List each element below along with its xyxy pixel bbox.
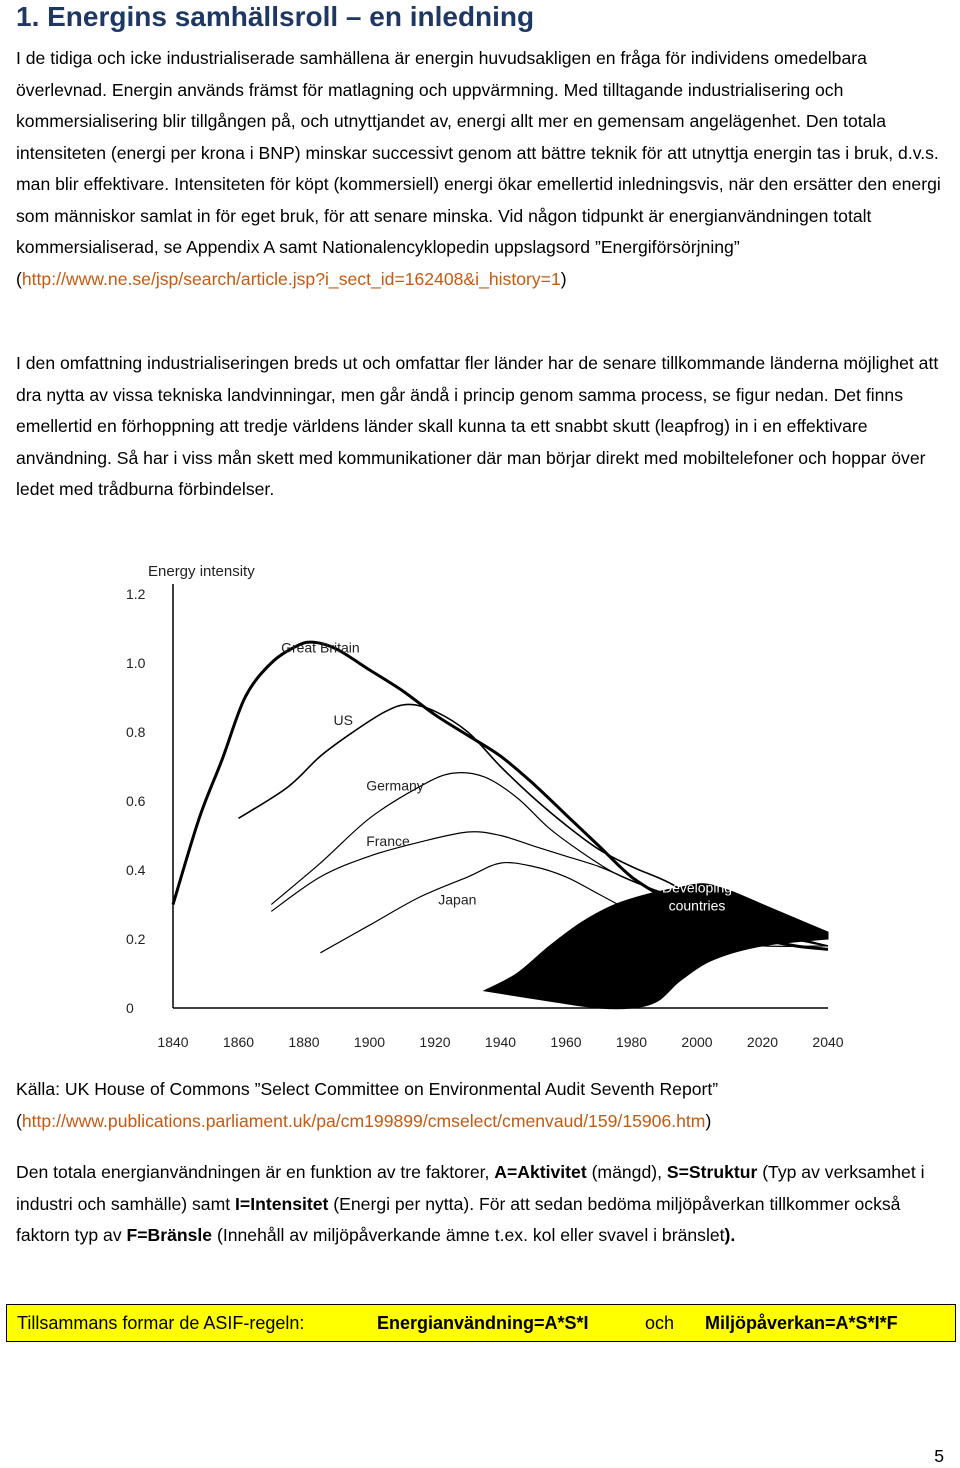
chart-svg <box>118 556 848 1056</box>
x-tick-label: 1860 <box>222 1034 255 1050</box>
x-tick-label: 1940 <box>484 1034 517 1050</box>
intro-paragraph <box>16 43 946 295</box>
factor-i: I=Intensitet <box>235 1193 329 1214</box>
factor-s: S=Struktur <box>666 1162 758 1182</box>
rule-environment: Miljöpåverkan=A*S*I*F <box>705 1313 898 1333</box>
series-label-developing-countries: countries <box>668 897 726 914</box>
series-label-germany: Germany <box>366 777 424 794</box>
page-number: 5 <box>934 1446 944 1466</box>
series-label-japan: Japan <box>438 891 477 908</box>
x-tick-label: 1920 <box>419 1034 451 1050</box>
industrialization-paragraph: I den omfattning industrialiseringen breds ut och omfattar fler länder har de senare tillkommande länderna möjlighet att dra nytta av vissa tekniska landvinningar, men går ändå i princip genom samma process, se figur nedan. Det finns emellertid en förhoppning att tredje världens länder skall kunna ta ett snabbt skutt (leapfrog) in i en effektivare användning. Så har i viss mån skett med kommunikationer där man börjar direkt med mobiltelefoner och hoppar över ledet med trådburna förbindelser. <box>16 353 939 499</box>
x-tick-label: 1900 <box>353 1034 386 1050</box>
y-tick-label: 0.4 <box>126 862 146 878</box>
x-tick-label: 1840 <box>157 1034 189 1050</box>
source-prefix: Källa: UK House of Commons ”Select Committee on Environmental Audit Seventh Report” ( <box>16 1079 719 1131</box>
source-citation <box>16 1074 946 1137</box>
rule-energy: Energianvändning=A*S*I <box>377 1313 589 1333</box>
asif-text-1: Den totala energianvändningen är en funktion av tre faktorer, <box>16 1162 495 1182</box>
x-tick-label: 2040 <box>812 1034 844 1050</box>
ne-link[interactable]: http://www.ne.se/jsp/search/article.jsp?i_sect_id=162408&i_history=1 <box>21 268 561 289</box>
factor-f: F=Bränsle <box>126 1225 213 1245</box>
intro-text-3: ) <box>560 268 567 289</box>
rule-intro: Tillsammans formar de ASIF-regeln: <box>17 1313 305 1333</box>
asif-text-end: ). <box>724 1225 736 1245</box>
y-tick-label: 1.0 <box>126 655 146 671</box>
series-label-france: France <box>366 832 410 849</box>
asif-text-5: (Innehåll av miljöpåverkande ämne t.ex. kol eller svavel i bränslet <box>212 1225 725 1245</box>
energy-intensity-chart <box>118 556 848 1056</box>
series-label-developing-countries: Developing <box>661 879 733 896</box>
asif-text-4: (Energi per nytta). För att sedan bedöma miljöpåverkan tillkommer också faktorn typ av <box>16 1193 901 1245</box>
asif-rule-box <box>6 1304 956 1342</box>
intro-text-2: Den totala intensiteten (energi per krona i BNP) minskar successivt genom att bättre teknik för att utnyttja energin tas i bruk, d.v.s. man blir effektivare. Intensiteten för köpt (kommersiell) energi ökar emellertid inledningsvis, när den ersätter den energi som människor samlat in för eget bruk, för att senare minska. Vid någon tidpunkt är energianvändningen totalt kommersialiserad, se Appendix A samt Nationalencyklopedin uppslagsord ”Energiförsörjning” ( <box>16 111 941 289</box>
intro-text-1: I de tidiga och icke industrialiserade samhällena är energin huvudsakligen en fråga för individens omedelbara överlevnad. Energin används främst för matlagning och uppvärmning. Med tilltagande industrialisering och kommersialisering blir tillgången på, och utnyttjandet av, energi allt mer en gemensam angelägenhet. <box>16 48 867 131</box>
factor-a: A=Aktivitet <box>494 1162 587 1182</box>
asif-text-2: (mängd), <box>586 1162 667 1182</box>
x-tick-label: 1980 <box>615 1034 648 1050</box>
series-label-us: US <box>333 712 353 729</box>
y-axis-label: Energy intensity <box>148 563 255 580</box>
x-tick-label: 1960 <box>550 1034 582 1050</box>
asif-text-3: (Typ av verksamhet i industri och samhälle) samt <box>16 1162 925 1214</box>
y-tick-label: 1.2 <box>126 586 146 602</box>
x-tick-label: 2000 <box>681 1034 713 1050</box>
y-tick-label: 0.6 <box>126 793 146 809</box>
asif-paragraph <box>16 1157 946 1252</box>
y-tick-label: 0 <box>126 1000 134 1016</box>
section-heading: 1. Energins samhällsroll – en inledning <box>16 1 535 32</box>
x-tick-label: 2020 <box>746 1034 779 1050</box>
parliament-link[interactable]: http://www.publications.parliament.uk/pa/cm199899/cmselect/cmenvaud/159/15906.htm <box>21 1110 706 1131</box>
y-tick-label: 0.8 <box>126 724 146 740</box>
source-suffix: ) <box>705 1110 712 1131</box>
series-label-great-britain: Great Britain <box>281 639 360 656</box>
y-tick-label: 0.2 <box>126 931 146 947</box>
x-tick-label: 1880 <box>288 1034 320 1050</box>
rule-och: och <box>645 1313 675 1333</box>
